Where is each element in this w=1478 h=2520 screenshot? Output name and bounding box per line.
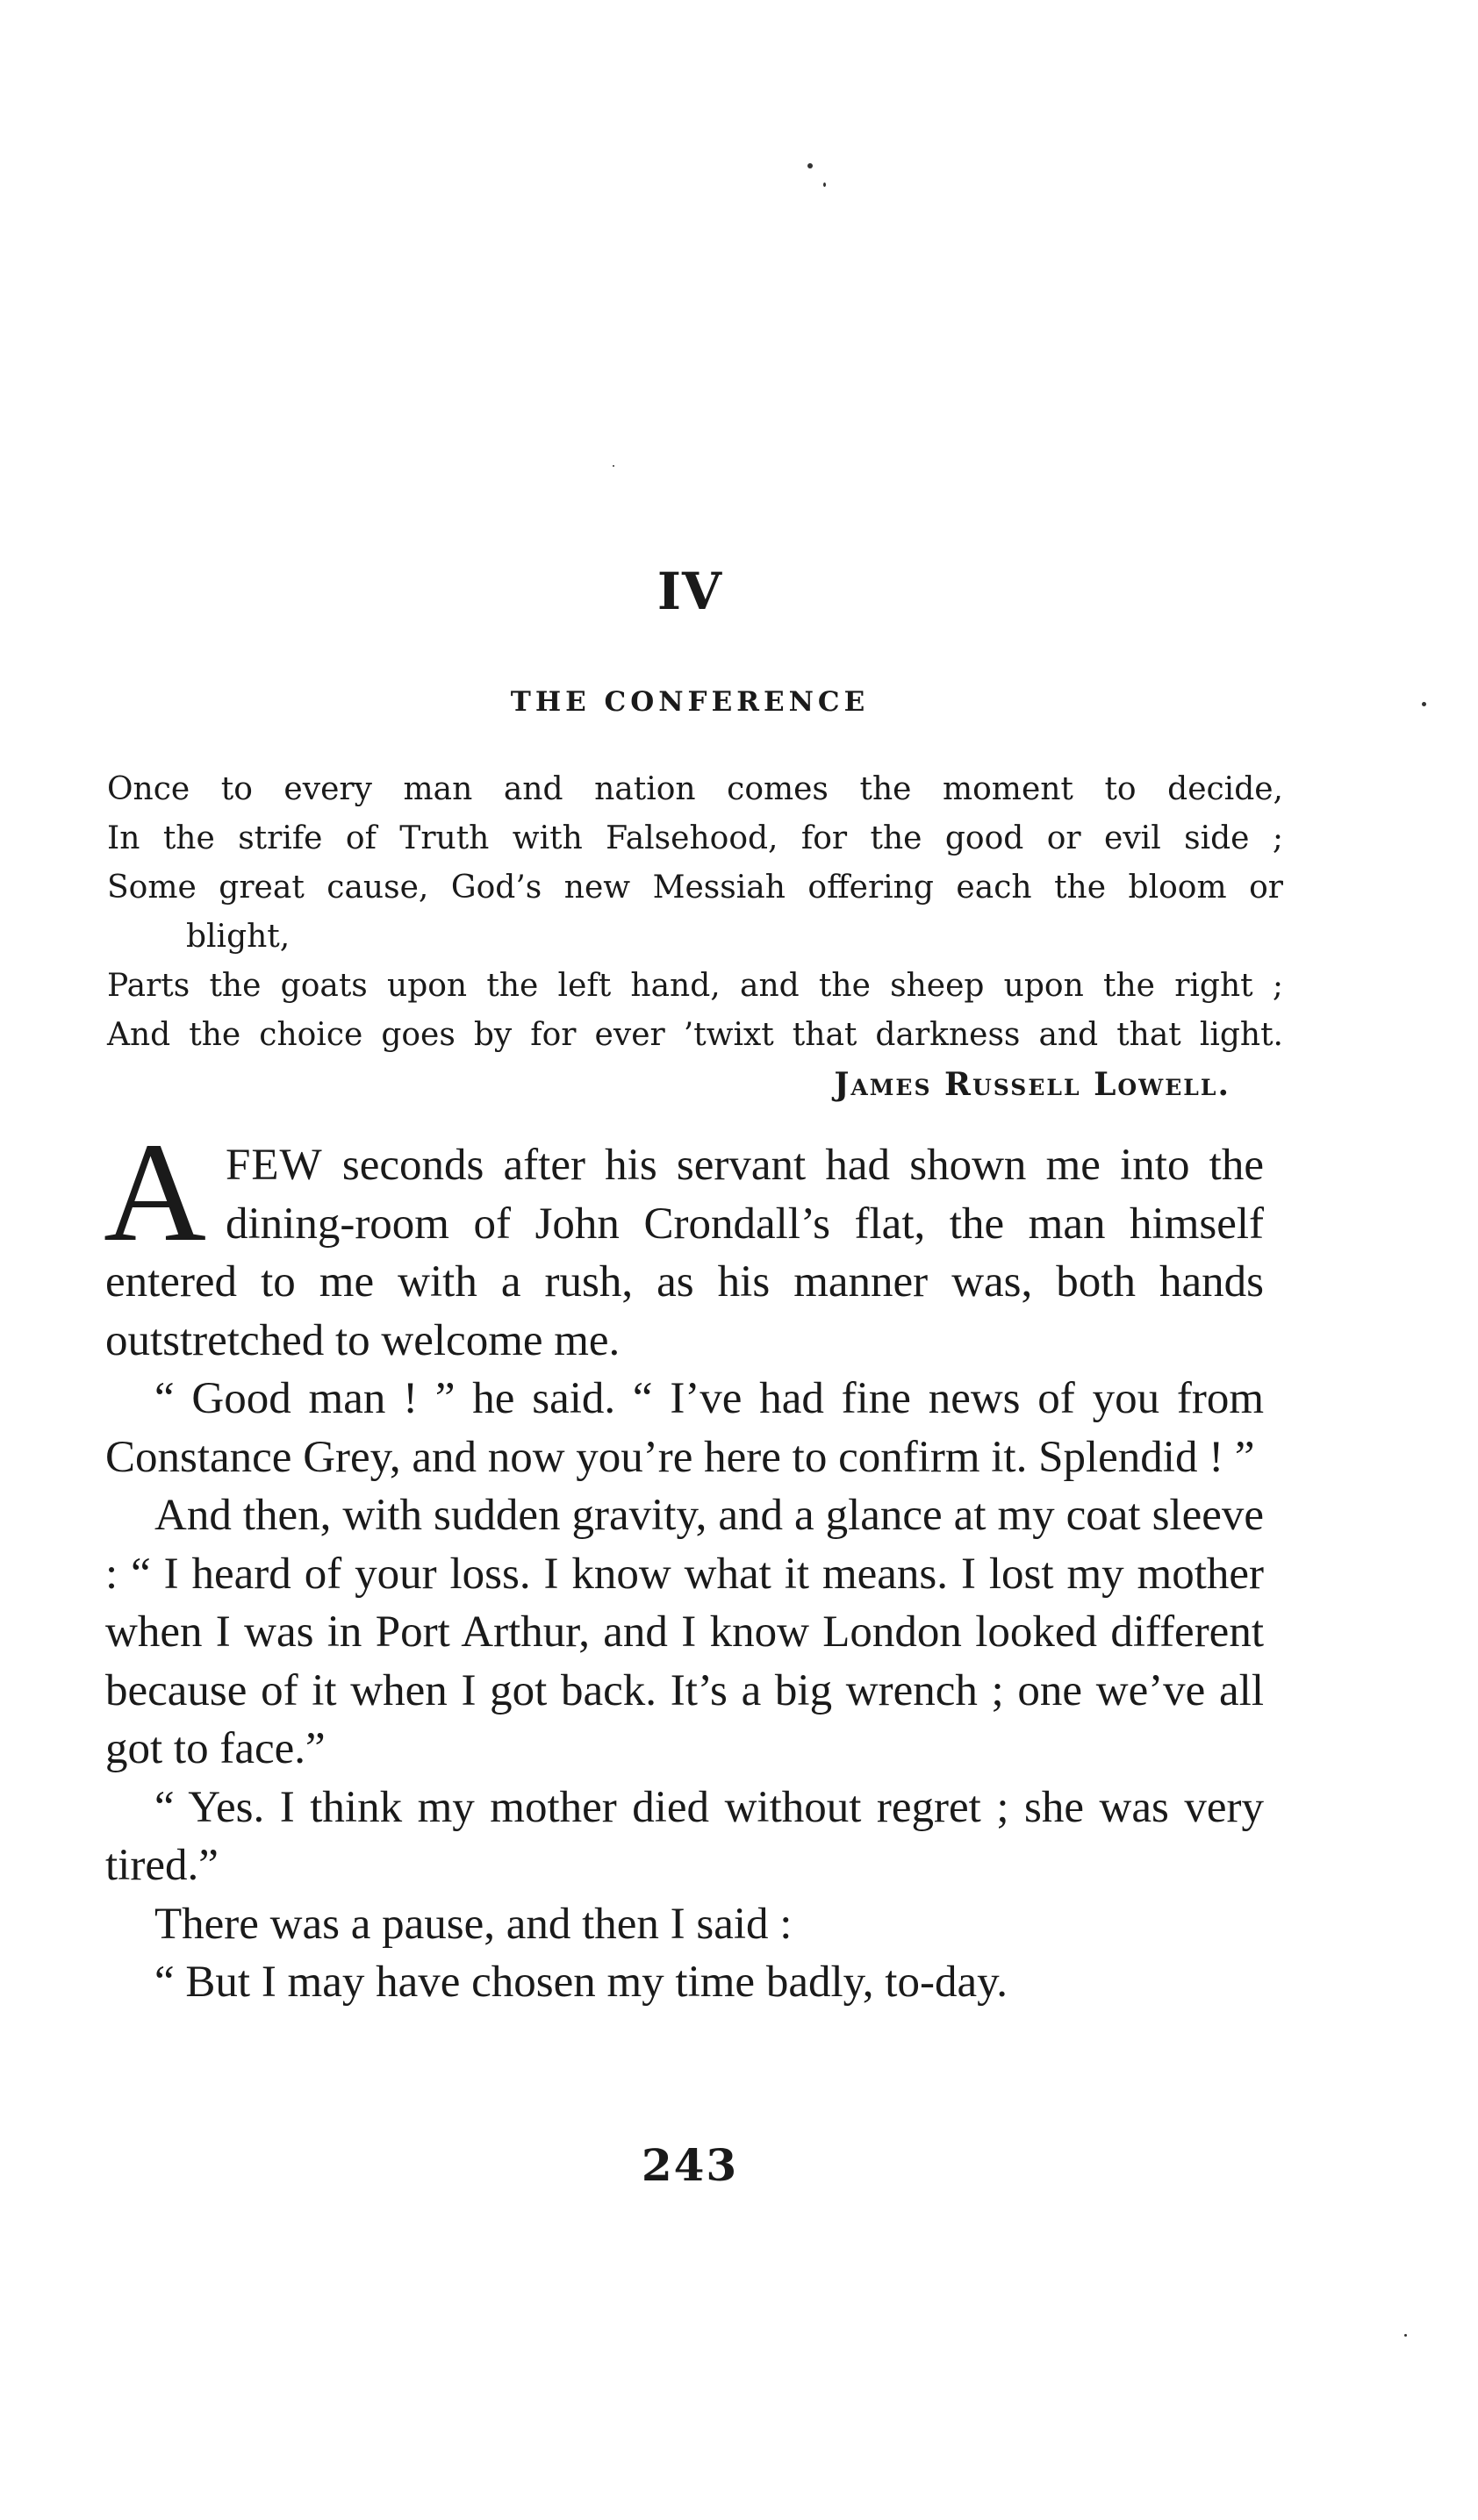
epigraph-line: Once to every man and nation comes the moment to decide, [107, 771, 1283, 807]
chapter-number: IV [656, 562, 723, 621]
epigraph-line: And the choice goes by for ever ’twixt that darkness and that light. [107, 1017, 1283, 1053]
epigraph [107, 765, 1283, 1109]
paragraph: “ But I may have chosen my time badly, to-day. [154, 1958, 1008, 2007]
paragraph: There was a pause, and then I said : [154, 1899, 793, 1949]
chapter-title: THE CONFERENCE [510, 686, 870, 718]
epigraph-attribution: James Russell Lowell. [834, 1066, 1230, 1103]
scan-speck [823, 183, 826, 187]
paragraph: “ Good man ! ” he said. “ I’ve had fine news of you from Constance Grey, and now you’re here to confirm it. Splendid ! ” [105, 1374, 1264, 1482]
epigraph-line: blight, [186, 919, 291, 955]
scan-speck [807, 163, 813, 168]
epigraph-line: Some great cause, God’s new Messiah offering each the bloom or [107, 870, 1283, 906]
paragraph-text: seconds after his servant had shown me into the dining-room of John Crondall’s flat, the man himself entered to me with a rush, as his manner was, both hands outstretched to welcome me. [105, 1141, 1264, 1365]
paragraph: And then, with sudden gravity, and a glance at my coat sleeve : “ I heard of your loss. I know what it means. I lost my mother when I was in Port Arthur, and I know London looked different because of it when I got back. It’s a big wrench ; one we’ve all got to face.” [105, 1491, 1264, 1773]
paragraph [104, 1114, 1264, 1370]
page-number: 243 [641, 2139, 739, 2191]
scan-speck [1422, 702, 1426, 706]
lead-word: FEW [226, 1141, 323, 1190]
drop-cap: A [104, 1114, 206, 1271]
body-text [104, 1114, 1264, 2012]
epigraph-line: In the strife of Truth with Falsehood, for the good or evil side ; [107, 820, 1283, 856]
scan-speck [613, 465, 614, 467]
paragraph: “ Yes. I think my mother died without regret ; she was very tired.” [105, 1782, 1264, 1890]
scan-speck [1404, 2334, 1407, 2337]
epigraph-line: Parts the goats upon the left hand, and the sheep upon the right ; [107, 968, 1283, 1004]
